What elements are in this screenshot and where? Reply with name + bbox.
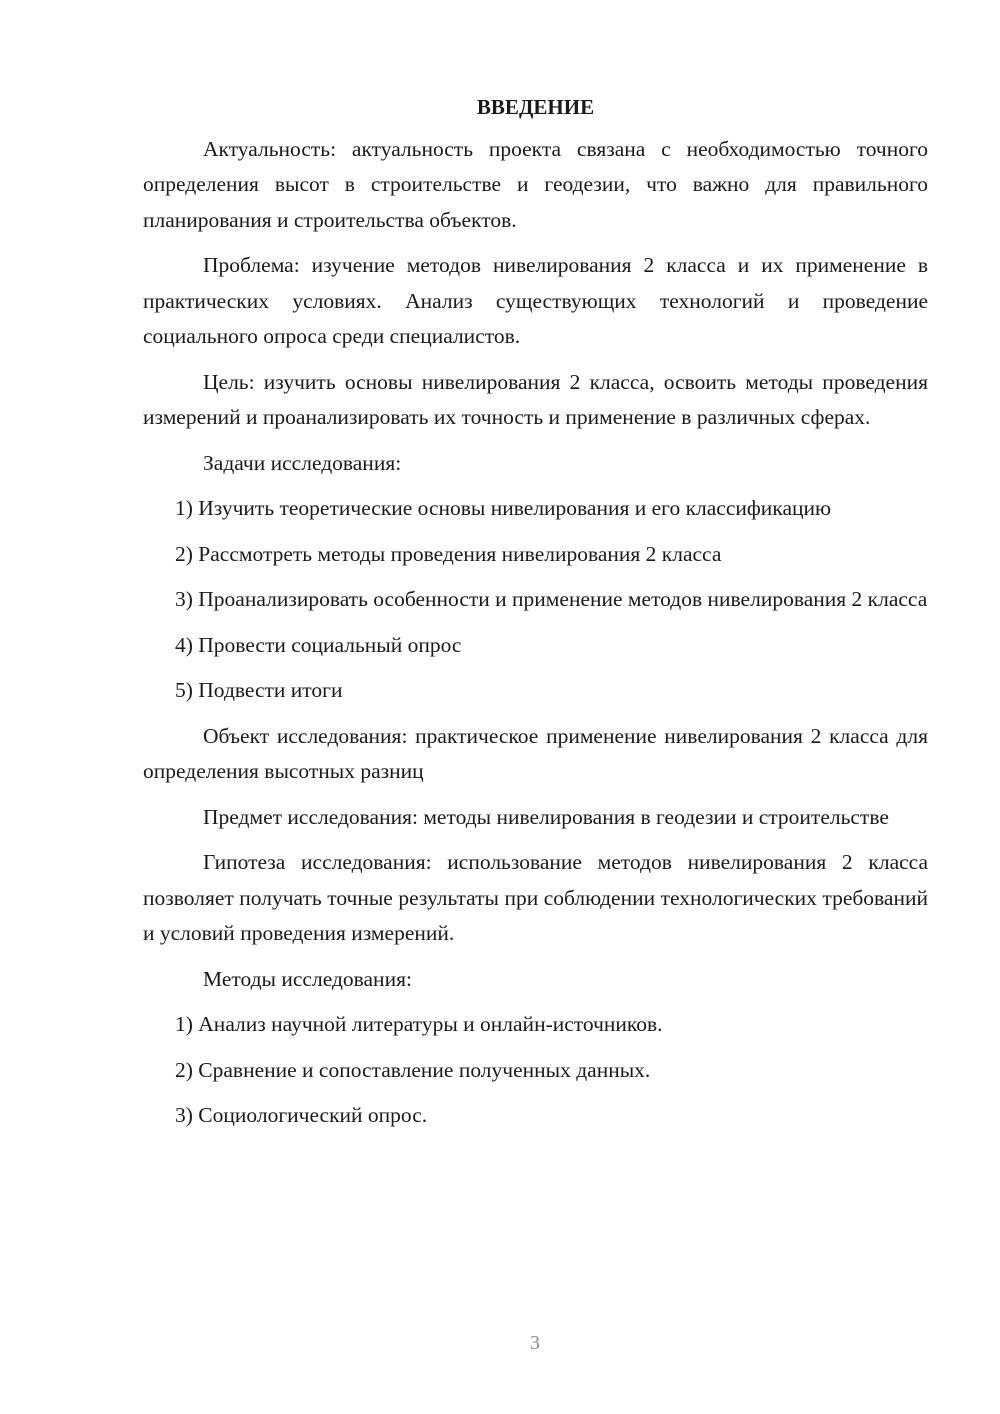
page-number: 3: [530, 1332, 540, 1354]
goal-paragraph: Цель: изучить основы нивелирования 2 класса, освоить методы проведения измерений и проанализировать их точность и применение в различных сферах.: [143, 369, 928, 429]
method-item: 1) Анализ научной литературы и онлайн-источников.: [175, 1012, 663, 1036]
task-item: 5) Подвести итоги: [175, 678, 343, 702]
task-item: 1) Изучить теоретические основы нивелирования и его классификацию: [175, 496, 832, 520]
problem-paragraph: Проблема: изучение методов нивелирования 2 класса и их применение в практических условиях. Анализ существующих технологий и проведение социального опроса среди специалистов.: [143, 253, 928, 348]
methods-label: Методы исследования:: [203, 966, 412, 991]
task-item: 2) Рассмотреть методы проведения нивелирования 2 класса: [175, 541, 722, 566]
object-paragraph: Объект исследования: практическое применение нивелирования 2 класса для определения высотных разниц: [143, 723, 928, 783]
task-item: 3) Проанализировать особенности и применение методов нивелирования 2 класса: [175, 587, 928, 611]
method-item: 3) Социологический опрос.: [175, 1103, 428, 1127]
tasks-label: Задачи исследования:: [203, 450, 402, 475]
hypothesis-paragraph: Гипотеза исследования: использование методов нивелирования 2 класса позволяет получать точные результаты при соблюдении технологических требований и условий проведения измерений.: [143, 850, 928, 945]
task-item: 4) Провести социальный опрос: [175, 632, 462, 657]
section-heading: ВВЕДЕНИЕ: [476, 95, 595, 119]
method-item: 2) Сравнение и сопоставление полученных данных.: [175, 1057, 651, 1082]
relevance-paragraph: Актуальность: актуальность проекта связана с необходимостью точного определения высот в строительстве и геодезии, что важно для правильного планирования и строительства объектов.: [143, 136, 928, 232]
page-content: [143, 90, 928, 1144]
subject-paragraph: Предмет исследования: методы нивелирования в геодезии и строительстве: [203, 804, 889, 829]
